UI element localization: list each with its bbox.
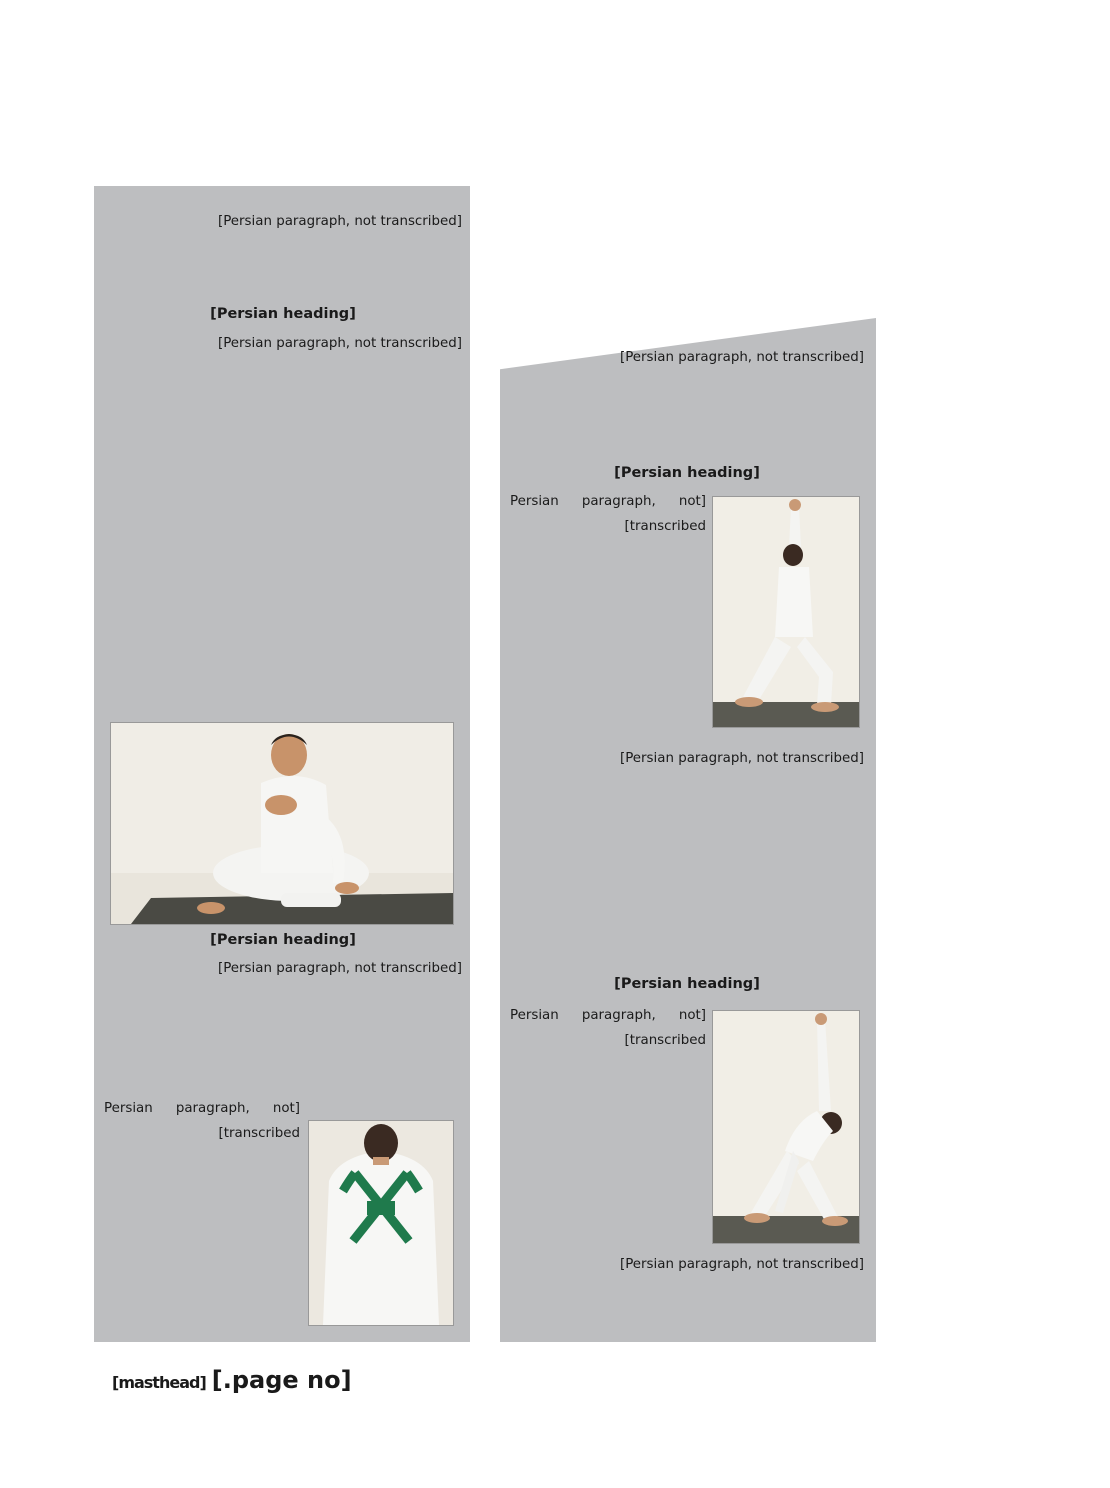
right-intro-paragraph: [Persian paragraph, not transcribed]: [619, 350, 864, 365]
posture-tool-wrap-paragraph: [Persian paragraph, not transcribed]: [104, 1101, 300, 1141]
triangle-pose-illustration: [713, 1011, 859, 1243]
warrior-pose-illustration: [713, 497, 859, 727]
section-heading-posture-tool: [Persian heading]: [210, 932, 356, 948]
spinal-twist-paragraph: [Persian paragraph, not transcribed]: [217, 336, 462, 351]
triangle-pose-paragraph: [Persian paragraph, not transcribed]: [619, 1257, 864, 1272]
page-number: [page no.]: [211, 1366, 352, 1394]
warrior-pose-photo: [712, 496, 860, 728]
triangle-pose-wrap-paragraph: [Persian paragraph, not transcribed]: [510, 1008, 706, 1048]
yoga-strap-illustration: [309, 1121, 453, 1325]
section-heading-warrior-pose: [Persian heading]: [614, 465, 760, 481]
section-heading-spinal-twist: [Persian heading]: [210, 306, 356, 322]
magazine-name: [masthead]: [112, 1373, 206, 1392]
seated-twist-illustration: [111, 723, 453, 924]
yoga-strap-photo: [308, 1120, 454, 1326]
warrior-pose-wrap-paragraph: [Persian paragraph, not transcribed]: [510, 494, 706, 534]
triangle-pose-photo: [712, 1010, 860, 1244]
page-footer: [112, 1366, 352, 1394]
warrior-pose-paragraph: [Persian paragraph, not transcribed]: [619, 751, 864, 766]
section-heading-triangle-pose: [Persian heading]: [614, 976, 760, 992]
left-intro-paragraph: [Persian paragraph, not transcribed]: [217, 214, 462, 229]
posture-tool-paragraph: [Persian paragraph, not transcribed]: [217, 961, 462, 976]
seated-twist-photo: [110, 722, 454, 925]
